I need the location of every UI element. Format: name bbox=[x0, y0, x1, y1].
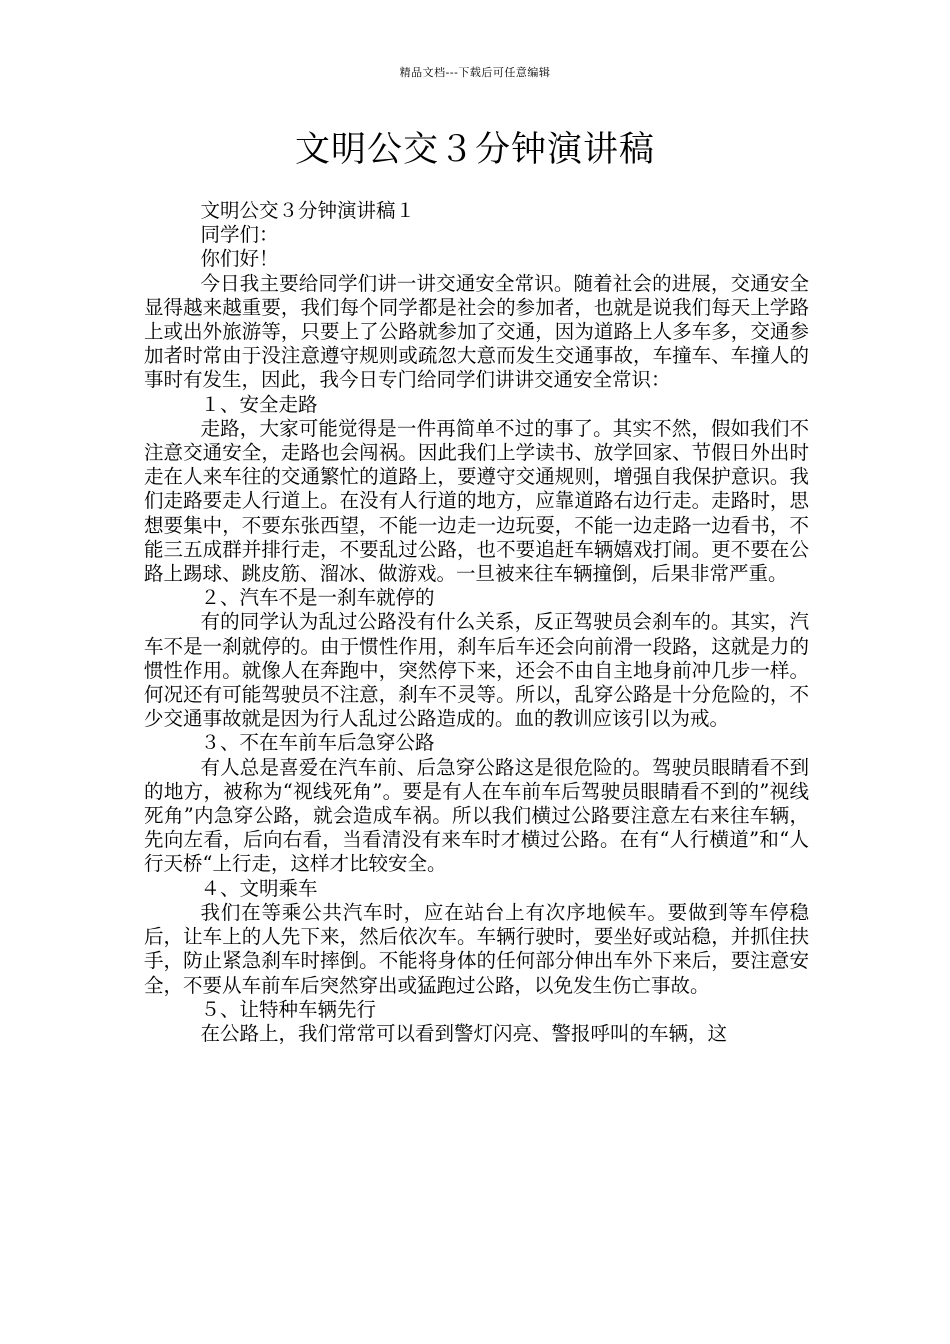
section-heading-3: ３、不在车前车后急穿公路 bbox=[200, 731, 435, 755]
section-body-1: 走路，大家可能觉得是一件再简单不过的事了。其实不然，假如我们不注意交通安全，走路也会闯祸。因此我们上学读书、放学回家、节假日外出时走在人来车往的交通繁忙的道路上，要遵守交通规则，增强自我保护意识。我们走路要走人行道上。在没有人行道的地方，应靠道路右边行走。走路时，思想要集中，不要东张西望，不能一边走一边玩耍，不能一边走路一边看书，不能三五成群并排行走，不要乱过公路，也不要追赶车辆嬉戏打闹。更不要在公路上踢球、跳皮筋、溜冰、做游戏。一旦被来往车辆撞倒，后果非常严重。 bbox=[144, 416, 809, 586]
section-body-3: 有人总是喜爱在汽车前、后急穿公路这是很危险的。驾驶员眼睛看不到的地方，被称为“视线死角”。要是有人在车前车后驾驶员眼睛看不到的”视线死角”内急穿公路，就会造成车祸。所以我们横过公路要注意左右来往车辆，先向左看，后向右看，当看清没有来车时才横过公路。在有“人行横道”和“人行天桥“上行走，这样才比较安全。 bbox=[144, 755, 809, 876]
document-body bbox=[144, 199, 809, 1046]
intro-paragraph: 今日我主要给同学们讲一讲交通安全常识。随着社会的进展，交通安全显得越来越重要，我们每个同学都是社会的参加者，也就是说我们每天上学路上或出外旅游等，只要上了公路就参加了交通，因为道路上人多车多，交通参加者时常由于没注意遵守规则或疏忽大意而发生交通事故，车撞车、车撞人的事时有发生，因此，我今日专门给同学们讲讲交通安全常识： bbox=[144, 271, 809, 392]
section-heading-1: １、安全走路 bbox=[200, 392, 318, 416]
section-heading-4: ４、文明乘车 bbox=[200, 876, 318, 900]
subtitle-paragraph: 文明公交３分钟演讲稿１ bbox=[200, 199, 416, 222]
greeting-paragraph: 你们好！ bbox=[200, 247, 279, 271]
section-body-5: 在公路上，我们常常可以看到警灯闪亮、警报呼叫的车辆，这 bbox=[200, 1021, 728, 1045]
salutation-paragraph: 同学们： bbox=[200, 223, 279, 247]
section-body-4: 我们在等乘公共汽车时，应在站台上有次序地候车。要做到等车停稳后，让车上的人先下来，然后依次车。车辆行驶时，要坐好或站稳，并抓住扶手，防止紧急刹车时摔倒。不能将身体的任何部分伸出车外下来后，要注意安全，不要从车前车后突然穿出或猛跑过公路，以免发生伤亡事故。 bbox=[144, 900, 809, 997]
section-body-2: 有的同学认为乱过公路没有什么关系，反正驾驶员会刹车的。其实，汽车不是一刹就停的。由于惯性作用，刹车后车还会向前滑一段路，这就是力的惯性作用。就像人在奔跑中，突然停下来，还会不由自主地身前冲几步一样。何况还有可能驾驶员不注意，刹车不灵等。所以，乱穿公路是十分危险的，不少交通事故就是因为行人乱过公路造成的。血的教训应该引以为戒。 bbox=[144, 610, 809, 731]
section-heading-2: ２、汽车不是一刹车就停的 bbox=[200, 586, 435, 610]
document-title: 文明公交３分钟演讲稿 bbox=[294, 130, 655, 170]
section-heading-5: ５、让特种车辆先行 bbox=[200, 997, 377, 1021]
page-header-note: 精品文档---下载后可任意编辑 bbox=[399, 66, 551, 79]
